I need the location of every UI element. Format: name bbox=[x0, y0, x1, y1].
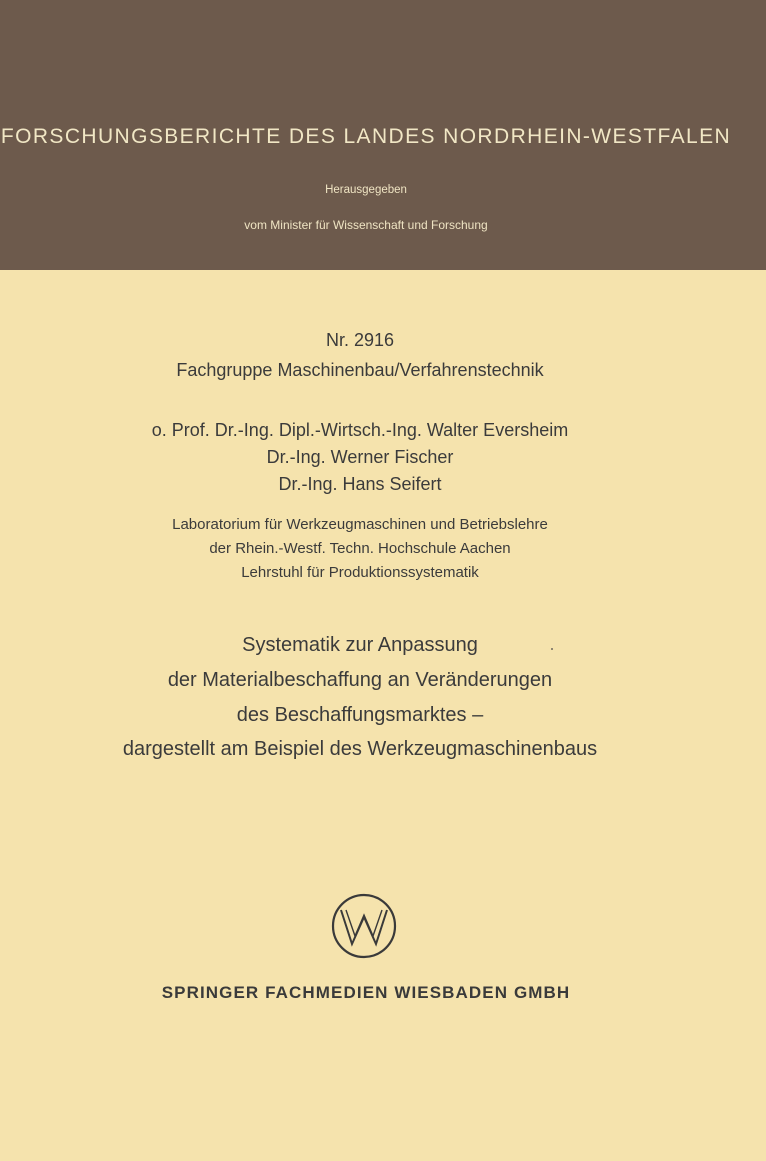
author-3: Dr.-Ing. Hans Seifert bbox=[278, 474, 442, 494]
author-1: o. Prof. Dr.-Ing. Dipl.-Wirtsch.-Ing. Walter Eversheim bbox=[151, 420, 569, 440]
editor-label: vom Minister für Wissenschaft und Forschung bbox=[244, 218, 488, 232]
title-line-2: der Materialbeschaffung an Veränderungen bbox=[167, 669, 553, 691]
report-number: Nr. 2916 bbox=[325, 330, 395, 350]
title-line-1: Systematik zur Anpassung bbox=[242, 634, 478, 656]
institution-line-1: Laboratorium für Werkzeugmaschinen und Betriebslehre bbox=[172, 516, 548, 533]
publisher-logo-icon bbox=[331, 893, 397, 959]
header-band bbox=[0, 0, 766, 270]
print-speck bbox=[551, 648, 553, 650]
publisher-name: SPRINGER FACHMEDIEN WIESBADEN GMBH bbox=[161, 983, 571, 1002]
institution-line-3: Lehrstuhl für Produktionssystematik bbox=[241, 564, 479, 581]
series-title: FORSCHUNGSBERICHTE DES LANDES NORDRHEIN-WESTFALEN bbox=[0, 125, 732, 148]
institution-line-2: der Rhein.-Westf. Techn. Hochschule Aachen bbox=[209, 540, 511, 557]
author-2: Dr.-Ing. Werner Fischer bbox=[266, 447, 454, 467]
subject-group: Fachgruppe Maschinenbau/Verfahrenstechnik bbox=[176, 360, 544, 380]
title-line-4: dargestellt am Beispiel des Werkzeugmaschinenbaus bbox=[122, 738, 598, 760]
title-line-3: des Beschaffungsmarktes – bbox=[236, 704, 484, 726]
edited-by-label: Herausgegeben bbox=[325, 184, 407, 196]
